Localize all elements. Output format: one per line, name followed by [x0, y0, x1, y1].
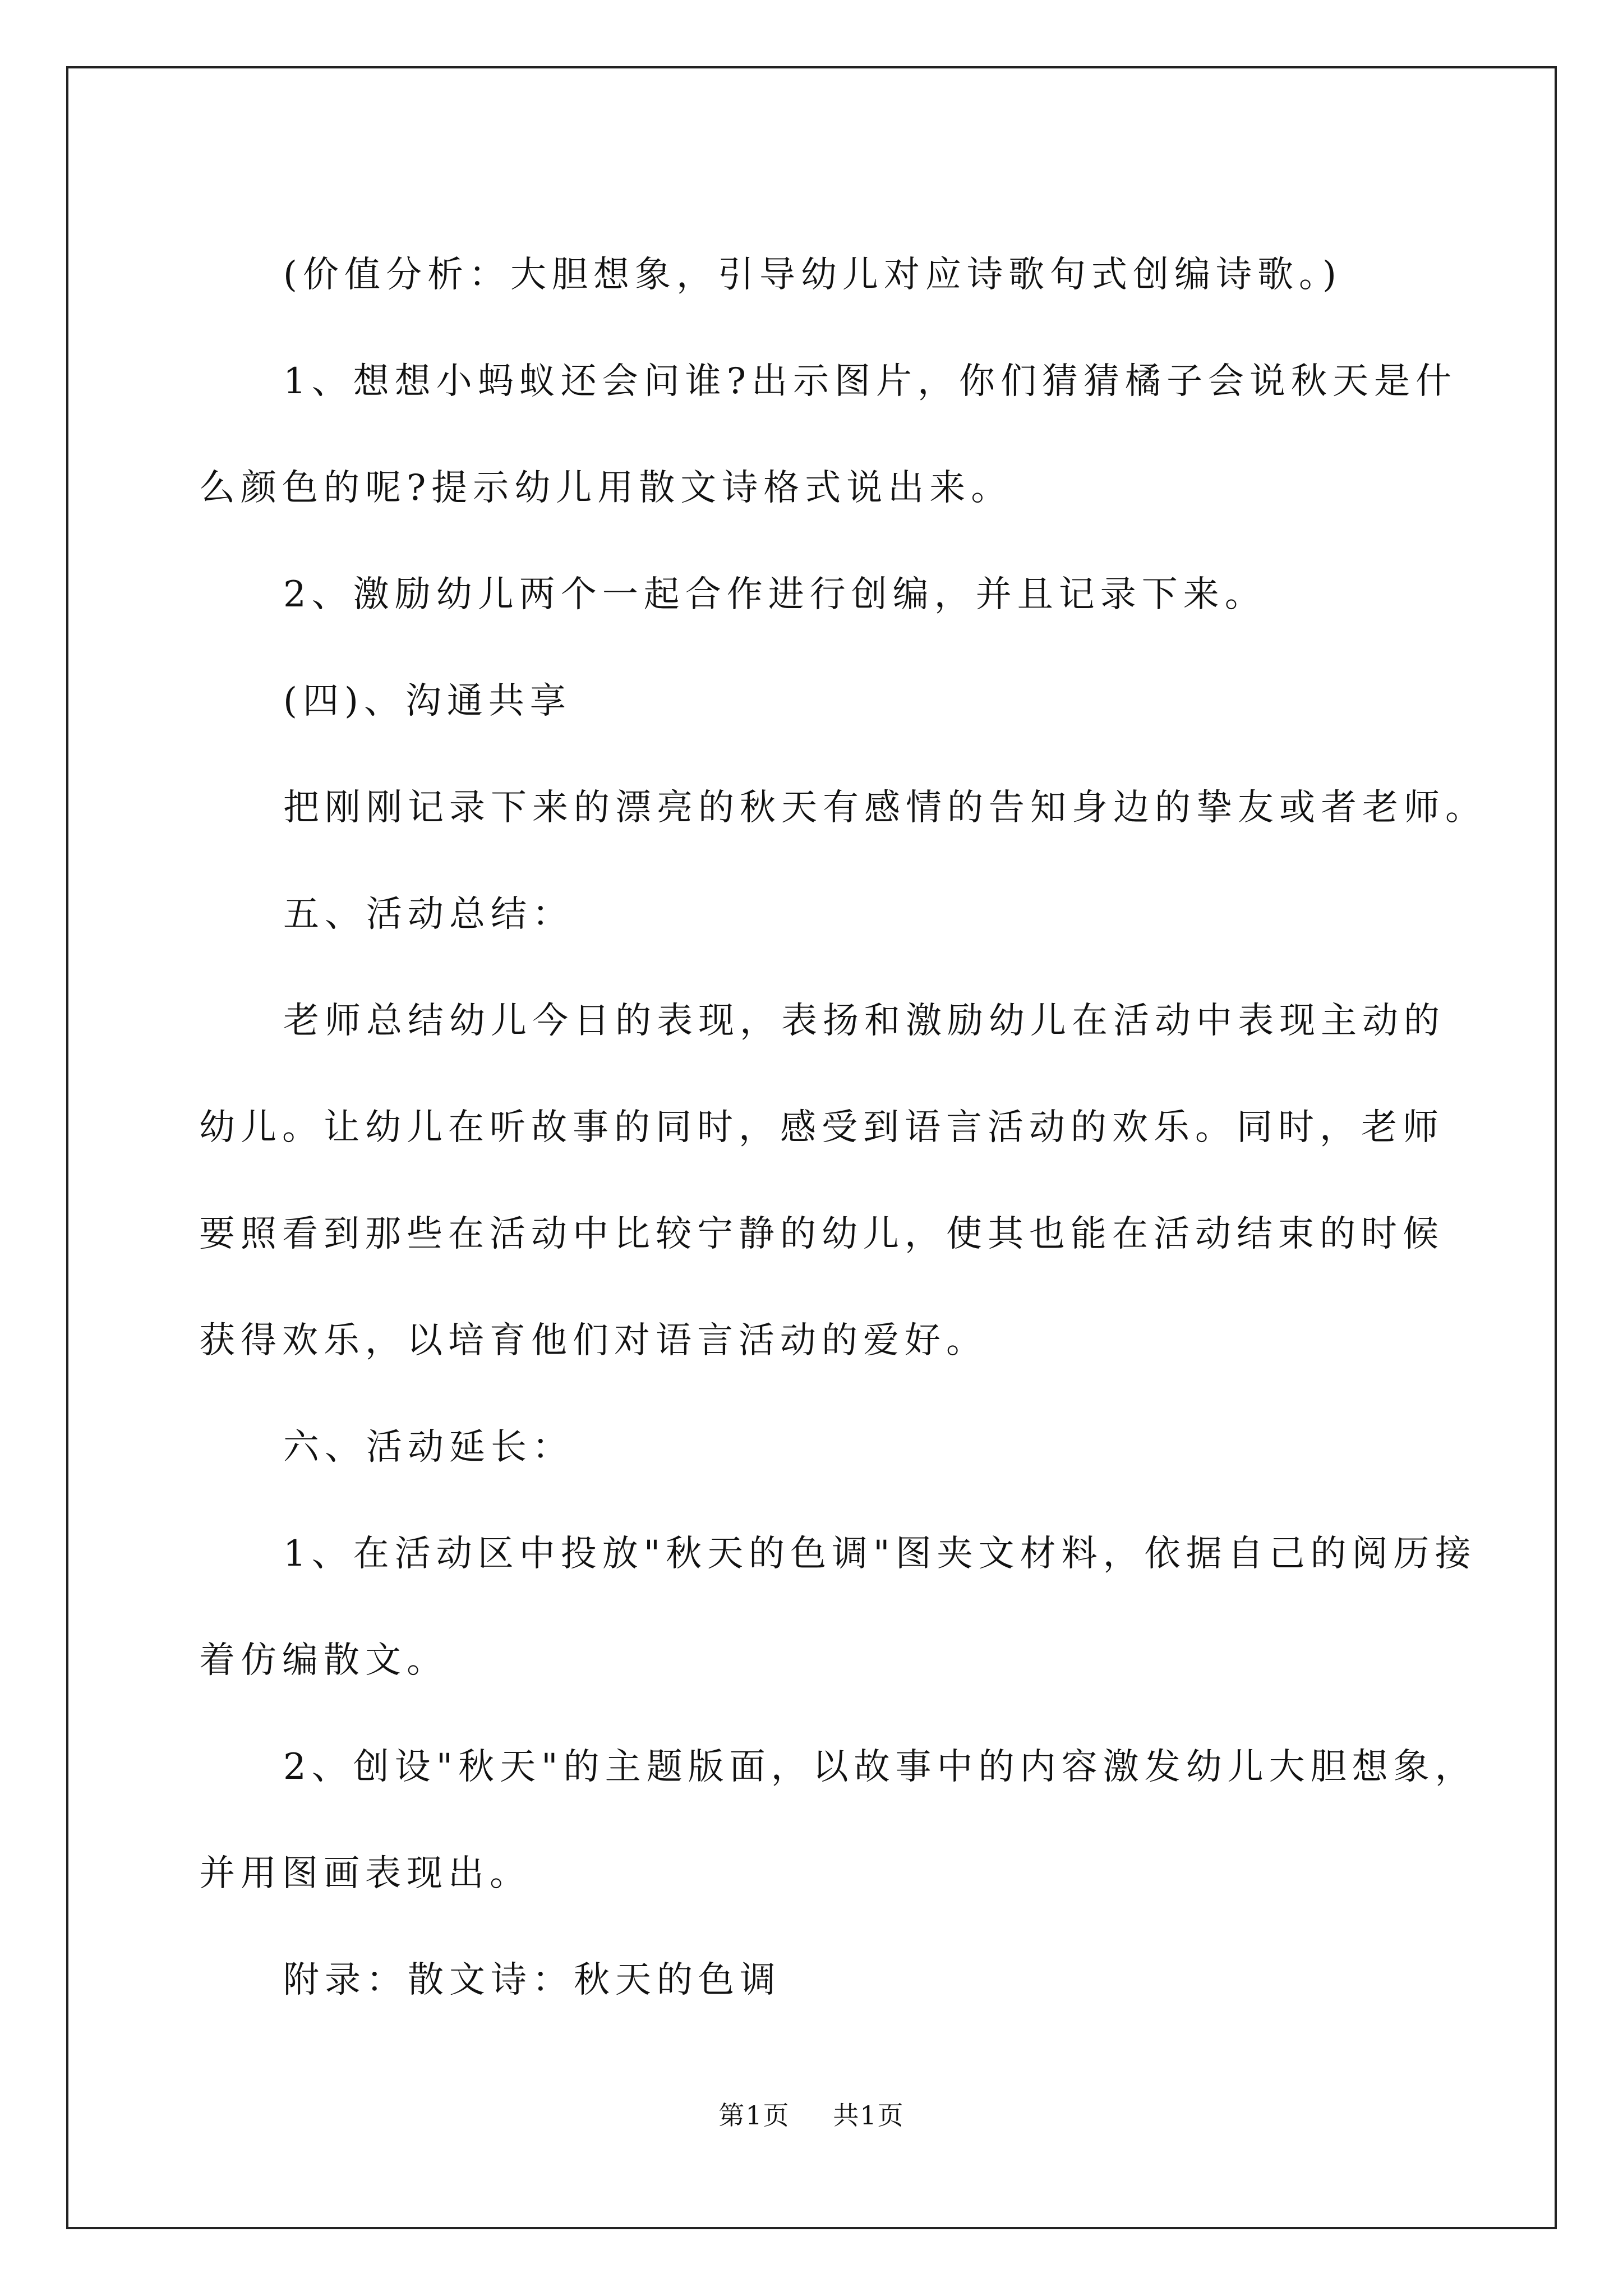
page-number: 第1页 — [718, 2100, 790, 2131]
page-total: 共1页 — [833, 2100, 905, 2131]
section-heading-extension: 六、活动延长： — [283, 1427, 574, 1468]
section-heading-share: (四)、沟通共享 — [283, 680, 571, 722]
paragraph-value-analysis: (价值分析：大胆想象，引导幼儿对应诗歌句式创编诗歌。) — [283, 254, 1342, 296]
paragraph-summary-line-1: 老师总结幼儿今日的表现，表扬和激励幼儿在活动中表现主动的 — [283, 1000, 1445, 1042]
paragraph-extension-2-line-1: 2、创设"秋天"的主题版面，以故事中的内容激发幼儿大胆想象， — [283, 1746, 1477, 1788]
section-heading-summary: 五、活动总结： — [283, 894, 574, 935]
paragraph-summary-line-4: 获得欢乐，以培育他们对语言活动的爱好。 — [199, 1320, 988, 1361]
paragraph-summary-line-3: 要照看到那些在活动中比较宁静的幼儿，使其也能在活动结束的时候 — [199, 1213, 1444, 1255]
paragraph-summary-line-2: 幼儿。让幼儿在听故事的同时，感受到语言活动的欢乐。同时，老师 — [199, 1107, 1444, 1148]
paragraph-extension-1-line-1: 1、在活动区中投放"秋天的色调"图夹文材料，依据自己的阅历接 — [283, 1533, 1477, 1575]
paragraph-appendix: 附录：散文诗：秋天的色调 — [283, 1959, 781, 2001]
paragraph-extension-2-line-2: 并用图画表现出。 — [199, 1853, 531, 1894]
document-body — [199, 222, 1487, 2033]
paragraph-extension-1-line-2: 着仿编散文。 — [199, 1640, 448, 1681]
paragraph-step-1-line-2: 么颜色的呢?提示幼儿用散文诗格式说出来。 — [199, 467, 1013, 509]
page-footer — [0, 2095, 1623, 2132]
paragraph-share: 把刚刚记录下来的漂亮的秋天有感情的告知身边的挚友或者老师。 — [283, 787, 1487, 829]
paragraph-step-2: 2、激励幼儿两个一起合作进行创编，并且记录下来。 — [283, 574, 1266, 615]
paragraph-step-1-line-1: 1、想想小蚂蚁还会问谁?出示图片，你们猜猜橘子会说秋天是什 — [283, 361, 1458, 402]
